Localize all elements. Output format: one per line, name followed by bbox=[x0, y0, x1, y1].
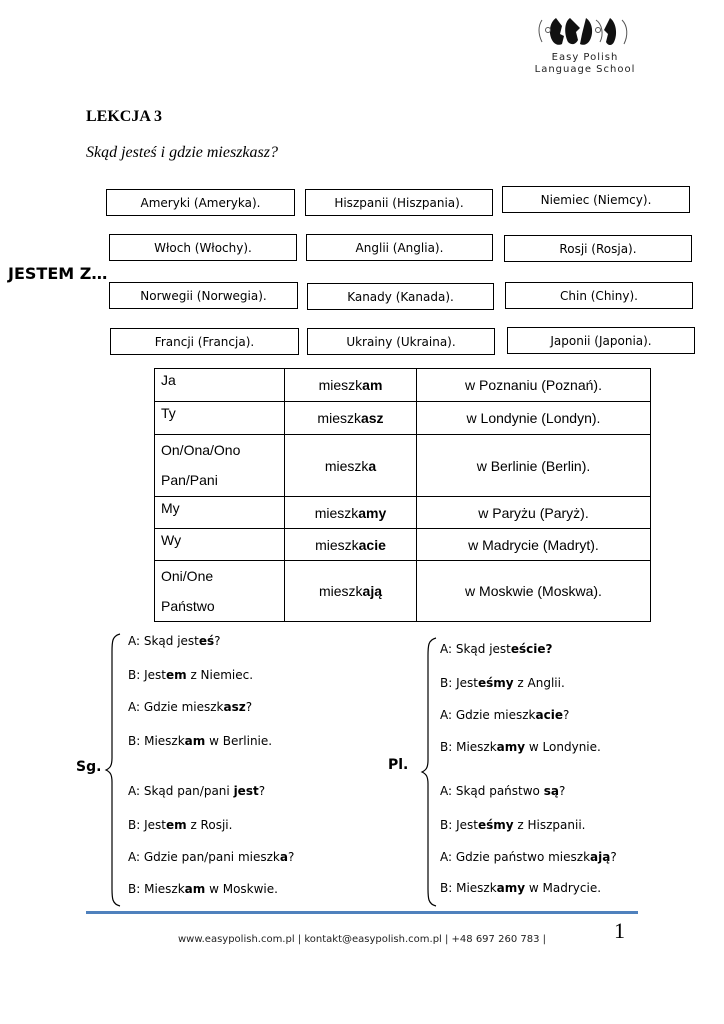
verb-cell bbox=[285, 529, 417, 561]
dialogue-line bbox=[128, 818, 232, 832]
dialogue-ending: am bbox=[184, 882, 206, 896]
pronoun-cell bbox=[155, 529, 285, 561]
place-cell: w Paryżu (Paryż). bbox=[416, 497, 650, 529]
verb-stem: mieszk bbox=[317, 410, 361, 426]
logo-line-2: Language School bbox=[534, 64, 636, 75]
page-number: 1 bbox=[614, 918, 625, 943]
table-row bbox=[155, 497, 651, 529]
country-box: Rosji (Rosja). bbox=[504, 235, 692, 262]
dialogue-line bbox=[128, 784, 265, 798]
pronoun-text: Wy bbox=[161, 532, 182, 548]
dialogue-text: A: Gdzie państwo mieszk bbox=[440, 850, 591, 864]
dialogue-text: ? bbox=[562, 708, 570, 722]
verb-cell bbox=[285, 435, 417, 497]
dialogue-line bbox=[128, 668, 253, 682]
singular-brace-icon bbox=[104, 632, 124, 908]
footer-divider bbox=[86, 911, 638, 914]
dialogue-ending: a bbox=[279, 850, 288, 864]
verb-ending: am bbox=[362, 377, 383, 393]
dialogue-line bbox=[440, 642, 553, 656]
school-logo bbox=[530, 12, 640, 78]
dialogue-text: A: Skąd państwo bbox=[440, 784, 544, 798]
place-cell: w Londynie (Londyn). bbox=[416, 402, 650, 435]
country-box: Niemiec (Niemcy). bbox=[502, 186, 690, 213]
dialogue-text: ? bbox=[214, 634, 221, 648]
dialogue-line bbox=[440, 708, 569, 722]
table-row bbox=[155, 529, 651, 561]
dialogue-text: A: Skąd jest bbox=[128, 634, 199, 648]
verb-cell bbox=[285, 369, 417, 402]
place-cell: w Moskwie (Moskwa). bbox=[416, 561, 650, 622]
dialogue-ending: amy bbox=[496, 740, 526, 754]
faces-logo-icon bbox=[530, 12, 640, 52]
dialogue-text: B: Mieszk bbox=[440, 740, 497, 754]
pronoun-text: Pan/Pani bbox=[161, 472, 218, 488]
dialogue-ending: eście? bbox=[510, 642, 553, 656]
verb-ending: asz bbox=[360, 410, 384, 426]
verb-stem: mieszk bbox=[314, 504, 359, 521]
dialogue-line bbox=[128, 700, 252, 714]
dialogue-text: z Niemiec. bbox=[186, 668, 254, 682]
dialogue-text: ? bbox=[245, 700, 253, 714]
dialogue-text: z Hiszpanii. bbox=[513, 818, 586, 832]
lesson-title: LEKCJA 3 bbox=[86, 108, 163, 125]
dialogue-text: ? bbox=[558, 784, 566, 798]
dialogue-line bbox=[128, 850, 294, 864]
dialogue-text: B: Jest bbox=[440, 818, 478, 832]
country-box: Norwegii (Norwegia). bbox=[109, 282, 298, 309]
dialogue-text: z Rosji. bbox=[186, 818, 233, 832]
dialogue-text: B: Jest bbox=[128, 818, 166, 832]
pronoun-cell bbox=[155, 497, 285, 529]
verb-stem: mieszk bbox=[318, 377, 363, 393]
dialogue-text: B: Jest bbox=[440, 676, 478, 690]
dialogue-line bbox=[440, 740, 601, 754]
dialogue-line bbox=[440, 881, 601, 895]
pronoun-text: Ja bbox=[161, 372, 176, 388]
dialogue-ending: em bbox=[165, 818, 187, 832]
jestem-z-label: JESTEM Z… bbox=[8, 264, 108, 283]
dialogue-text: w Madrycie. bbox=[525, 881, 602, 895]
dialogue-text: A: Gdzie mieszk bbox=[440, 708, 536, 722]
pronoun-text: On/Ona/Ono bbox=[161, 442, 241, 458]
dialogue-text: ? bbox=[258, 784, 266, 798]
place-cell: w Poznaniu (Poznań). bbox=[416, 369, 650, 402]
verb-cell bbox=[285, 497, 417, 529]
dialogue-ending: eśmy bbox=[477, 676, 514, 690]
dialogue-line bbox=[440, 850, 617, 864]
dialogue-ending: amy bbox=[496, 881, 526, 895]
dialogue-text: w Berlinie. bbox=[205, 734, 273, 748]
footer-contact: www.easypolish.com.pl | kontakt@easypolish.com.pl | +48 697 260 783 | bbox=[178, 934, 546, 945]
logo-line-1: Easy Polish bbox=[551, 52, 619, 63]
country-box: Francji (Francja). bbox=[110, 328, 299, 355]
plural-brace-icon bbox=[420, 636, 440, 908]
dialogue-text: A: Skąd pan/pani bbox=[128, 784, 234, 798]
country-box: Japonii (Japonia). bbox=[507, 327, 695, 354]
pronoun-text: My bbox=[161, 500, 180, 516]
dialogue-text: z Anglii. bbox=[513, 676, 565, 690]
plural-label: Pl. bbox=[388, 757, 409, 773]
country-box: Ukrainy (Ukraina). bbox=[307, 328, 495, 355]
country-box: Hiszpanii (Hiszpania). bbox=[305, 189, 493, 216]
dialogue-text: B: Mieszk bbox=[128, 882, 185, 896]
verb-stem: mieszk bbox=[324, 457, 369, 474]
dialogue-text: B: Mieszk bbox=[128, 734, 185, 748]
dialogue-text: w Moskwie. bbox=[205, 882, 278, 896]
dialogue-ending: eśmy bbox=[477, 818, 514, 832]
country-box: Anglii (Anglia). bbox=[306, 234, 493, 261]
pronoun-cell bbox=[155, 402, 285, 435]
singular-label: Sg. bbox=[76, 759, 102, 775]
table-row bbox=[155, 435, 651, 497]
country-box: Chin (Chiny). bbox=[505, 282, 693, 309]
dialogue-ending: am bbox=[184, 734, 206, 748]
pronoun-cell bbox=[155, 435, 285, 497]
verb-ending: ają bbox=[362, 583, 382, 599]
dialogue-text: B: Jest bbox=[128, 668, 166, 682]
dialogue-text: ? bbox=[287, 850, 295, 864]
dialogue-ending: acie bbox=[535, 708, 563, 722]
verb-stem: mieszk bbox=[318, 583, 363, 599]
pronoun-cell bbox=[155, 369, 285, 402]
pronoun-text: Oni/One bbox=[161, 568, 214, 584]
dialogue-text: A: Gdzie pan/pani mieszk bbox=[128, 850, 280, 864]
pronoun-cell bbox=[155, 561, 285, 622]
dialogue-ending: są bbox=[543, 784, 559, 798]
dialogue-ending: jest bbox=[233, 784, 259, 798]
verb-ending: acie bbox=[358, 536, 386, 553]
table-row bbox=[155, 402, 651, 435]
dialogue-line bbox=[128, 734, 272, 748]
dialogue-line bbox=[440, 676, 565, 690]
place-cell: w Madrycie (Madryt). bbox=[416, 529, 650, 561]
pronoun-text: Państwo bbox=[161, 598, 215, 614]
table-row bbox=[155, 369, 651, 402]
pronoun-text: Ty bbox=[161, 405, 176, 421]
place-cell: w Berlinie (Berlin). bbox=[416, 435, 650, 497]
verb-stem: mieszk bbox=[315, 536, 359, 553]
dialogue-line bbox=[440, 784, 565, 798]
table-row bbox=[155, 561, 651, 622]
dialogue-text: w Londynie. bbox=[525, 740, 601, 754]
verb-ending: amy bbox=[358, 504, 387, 521]
dialogue-text: A: Gdzie mieszk bbox=[128, 700, 224, 714]
country-box: Włoch (Włochy). bbox=[109, 234, 297, 261]
dialogue-ending: eś bbox=[198, 634, 215, 648]
conjugation-table bbox=[154, 368, 651, 622]
country-box: Ameryki (Ameryka). bbox=[106, 189, 295, 216]
country-box: Kanady (Kanada). bbox=[307, 283, 494, 310]
dialogue-ending: asz bbox=[223, 700, 246, 714]
verb-cell bbox=[285, 402, 417, 435]
dialogue-text: B: Mieszk bbox=[440, 881, 497, 895]
lesson-subtitle: Skąd jesteś i gdzie mieszkasz? bbox=[86, 144, 278, 161]
verb-cell bbox=[285, 561, 417, 622]
dialogue-line bbox=[128, 882, 278, 896]
dialogue-text: ? bbox=[610, 850, 617, 864]
dialogue-text: A: Skąd jest bbox=[440, 642, 511, 656]
dialogue-line bbox=[440, 818, 585, 832]
verb-ending: a bbox=[368, 457, 377, 474]
dialogue-line bbox=[128, 634, 221, 648]
dialogue-ending: ają bbox=[590, 850, 611, 864]
dialogue-ending: em bbox=[165, 668, 187, 682]
